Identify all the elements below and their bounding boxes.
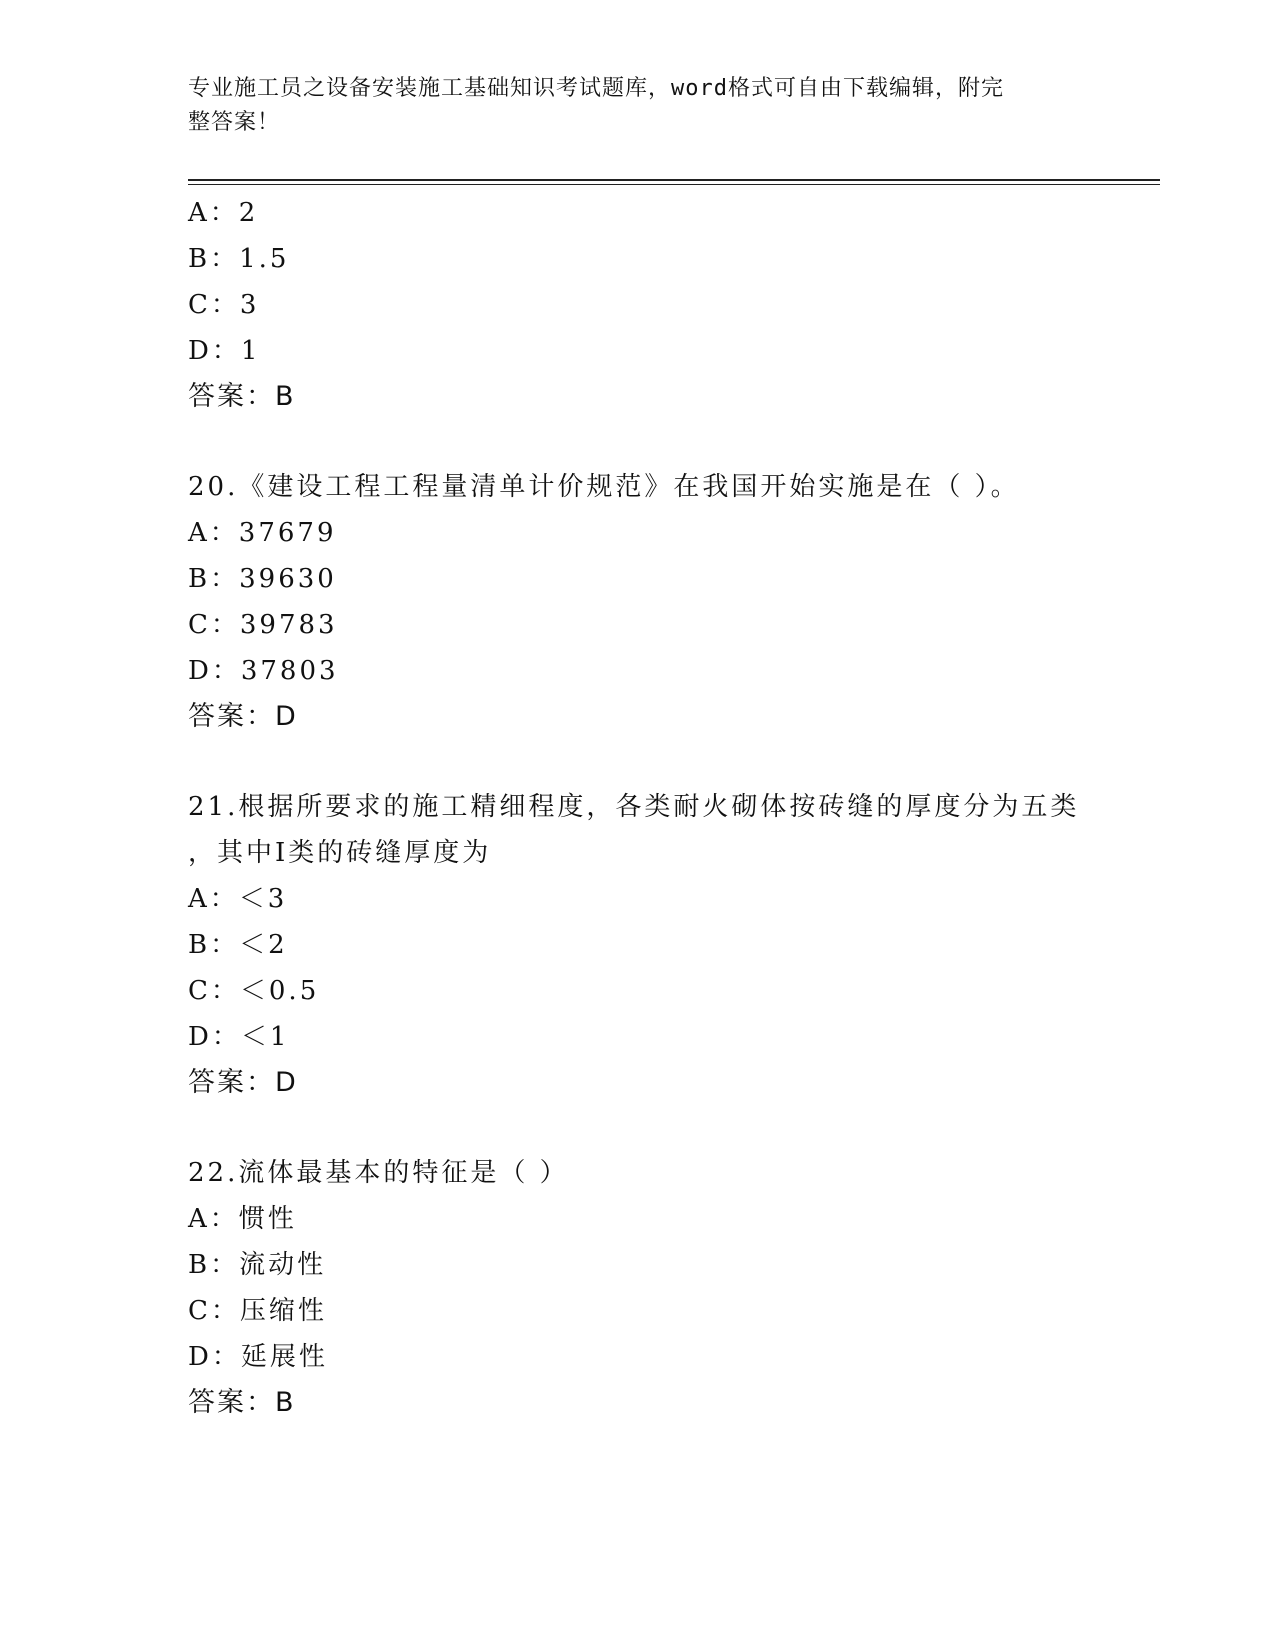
option-a: A：惯性 (188, 1204, 297, 1234)
question-text: 20.《建设工程工程量清单计价规范》在我国开始实施是在（ ）。 (188, 472, 1020, 502)
spacer (188, 420, 1148, 464)
question-text: 22.流体最基本的特征是（ ） (188, 1158, 569, 1188)
answer-line: 答案：D (188, 1067, 298, 1098)
option-c: C：＜0.5 (188, 976, 320, 1006)
option-c: C：39783 (188, 610, 338, 640)
question-text-line-2: ，其中I类的砖缝厚度为 (188, 838, 492, 868)
option-a: A：2 (188, 198, 259, 228)
question-21 (188, 784, 1148, 1106)
answer-line: 答案：D (188, 701, 298, 732)
question-text-line-1: 21.根据所要求的施工精细程度，各类耐火砌体按砖缝的厚度分为五类 (188, 792, 1080, 822)
option-b: B：流动性 (188, 1250, 327, 1280)
question-22 (188, 1150, 1148, 1426)
option-c: C：压缩性 (188, 1296, 327, 1326)
header-line-1: 专业施工员之设备安装施工基础知识考试题库，word格式可自由下载编辑，附完 (188, 76, 1004, 101)
question-20 (188, 464, 1148, 740)
spacer (188, 740, 1148, 784)
question-list (188, 190, 1148, 1426)
spacer (188, 1106, 1148, 1150)
option-d: D：＜1 (188, 1022, 290, 1052)
header-divider-thin (188, 184, 1160, 185)
answer-line: 答案：B (188, 1387, 296, 1418)
option-a: A：37679 (188, 518, 337, 548)
option-b: B：＜2 (188, 930, 288, 960)
option-d: D：延展性 (188, 1342, 328, 1372)
option-b: B：1.5 (188, 244, 290, 274)
question-19 (188, 190, 1148, 420)
answer-line: 答案：B (188, 381, 296, 412)
document-header (188, 72, 1068, 140)
option-d: D：1 (188, 336, 261, 366)
option-b: B：39630 (188, 564, 337, 594)
option-c: C：3 (188, 290, 260, 320)
header-line-2: 整答案！ (188, 110, 281, 135)
option-a: A：＜3 (188, 884, 288, 914)
option-d: D：37803 (188, 656, 339, 686)
header-divider (188, 179, 1160, 181)
